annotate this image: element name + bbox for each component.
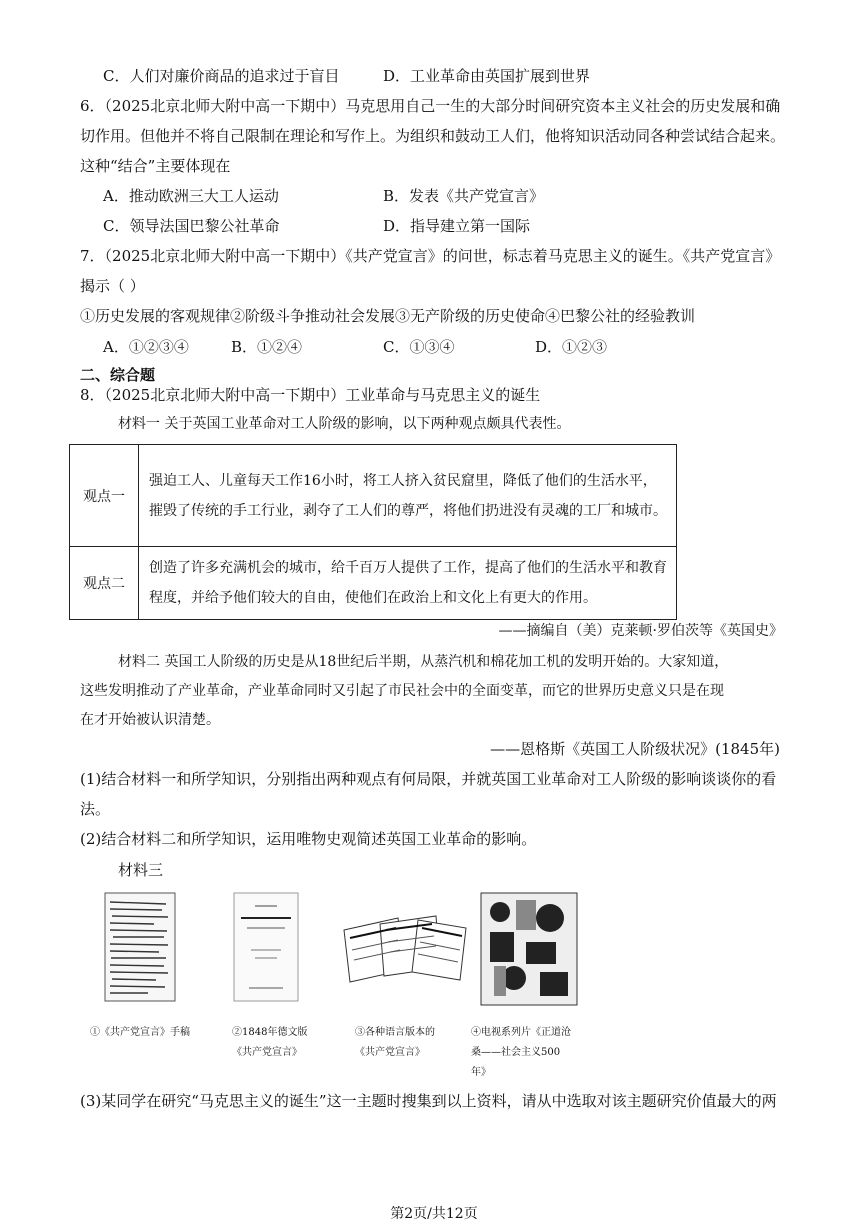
q6-option-a: A．推动欧洲三大工人运动 [103, 187, 279, 205]
subq-1-line2: 法。 [80, 800, 111, 818]
q5-option-c: C．人们对廉价商品的追求过于盲目 [103, 67, 340, 85]
caption-4a: ④电视系列片《正道沧 [471, 1027, 571, 1038]
source-1: ——摘编自（美）克莱顿·罗伯茨等《英国史》 [498, 623, 783, 639]
material-1-intro: 材料一 关于英国工业革命对工人阶级的影响，以下两种观点颇具代表性。 [118, 416, 571, 432]
q6-stem-line1: 6．（2025北京北师大附中高一下期中）马克思用自己一生的大部分时间研究资本主义社会的历史发展和确 [80, 97, 781, 115]
tv-series-poster-image [480, 892, 578, 1006]
viewpoint-2-text: 创造了许多充满机会的城市，给千百万人提供了工作，提高了他们的生活水平和教育程度，并给予他们较大的自由，使他们在政治上和文化上有更大的作用。 [139, 547, 677, 620]
q7-stem-line2: 揭示（ ） [80, 277, 145, 295]
caption-2a: ②1848年德文版 [232, 1027, 308, 1038]
caption-1: ①《共产党宣言》手稿 [90, 1027, 190, 1038]
caption-3a: ③各种语言版本的 [355, 1027, 435, 1038]
q6-option-c: C．领导法国巴黎公社革命 [103, 217, 280, 235]
viewpoint-table [69, 444, 677, 620]
manuscript-image [104, 892, 176, 1002]
material-2-line2: 这些发明推动了产业革命，产业革命同时又引起了市民社会中的全面变革，而它的世界历史意义只是在现 [80, 683, 724, 699]
q7-stem-line3: ①历史发展的客观规律②阶级斗争推动社会发展③无产阶级的历史使命④巴黎公社的经验教训 [80, 307, 696, 325]
language-editions-image [340, 910, 470, 990]
caption-4c: 年》 [471, 1067, 491, 1078]
viewpoint-2-label: 观点二 [70, 547, 139, 620]
german-edition-image [233, 892, 299, 1002]
q6-option-b: B．发表《共产党宣言》 [383, 187, 545, 205]
q7-stem-line1: 7．（2025北京北师大附中高一下期中）《共产党宣言》的问世，标志着马克思主义的诞生。《共产党宣言》 [80, 247, 781, 265]
page-footer: 第2页/共12页 [390, 1206, 478, 1222]
caption-3b: 《共产党宣言》 [355, 1047, 425, 1058]
viewpoint-1-label: 观点一 [70, 445, 139, 547]
q5-option-d: D．工业革命由英国扩展到世界 [383, 67, 591, 85]
material-3-label: 材料三 [118, 861, 164, 879]
q6-stem-line2: 切作用。但他并不将自己限制在理论和写作上。为组织和鼓动工人们，他将知识活动同各种尝试结合起来。 [80, 127, 786, 145]
caption-2b: 《共产党宣言》 [232, 1047, 302, 1058]
section-heading: 二、综合题 [80, 367, 156, 384]
material-2-line1: 材料二 英国工人阶级的历史是从18世纪后半期，从蒸汽机和棉花加工机的发明开始的。大家知道， [118, 654, 729, 670]
q6-option-d: D．指导建立第一国际 [383, 217, 531, 235]
viewpoint-1-text: 强迫工人、儿童每天工作16小时，将工人挤入贫民窟里，降低了他们的生活水平，摧毁了传统的手工行业，剥夺了工人们的尊严，将他们扔进没有灵魂的工厂和城市。 [139, 445, 677, 547]
q7-option-b: B．①②④ [231, 338, 303, 356]
q8-title: 8．（2025北京北师大附中高一下期中）工业革命与马克思主义的诞生 [80, 386, 541, 404]
caption-4b: 桑——社会主义500 [471, 1047, 561, 1058]
q7-option-c: C．①③④ [383, 338, 455, 356]
material-2-line3: 在才开始被认识清楚。 [80, 712, 220, 728]
q6-stem-line3: 这种“结合”主要体现在 [80, 157, 231, 175]
subq-2: (2)结合材料二和所学知识，运用唯物史观简述英国工业革命的影响。 [80, 830, 537, 848]
q7-option-a: A．①②③④ [103, 338, 189, 356]
subq-3: (3)某同学在研究“马克思主义的诞生”这一主题时搜集到以上资料，请从中选取对该主题研究价值最大的两 [80, 1092, 777, 1110]
subq-1-line1: (1)结合材料一和所学知识，分别指出两种观点有何局限，并就英国工业革命对工人阶级的影响谈谈你的看 [80, 770, 777, 788]
source-2: ——恩格斯《英国工人阶级状况》(1845年) [490, 740, 780, 758]
q7-option-d: D．①②③ [535, 338, 608, 356]
